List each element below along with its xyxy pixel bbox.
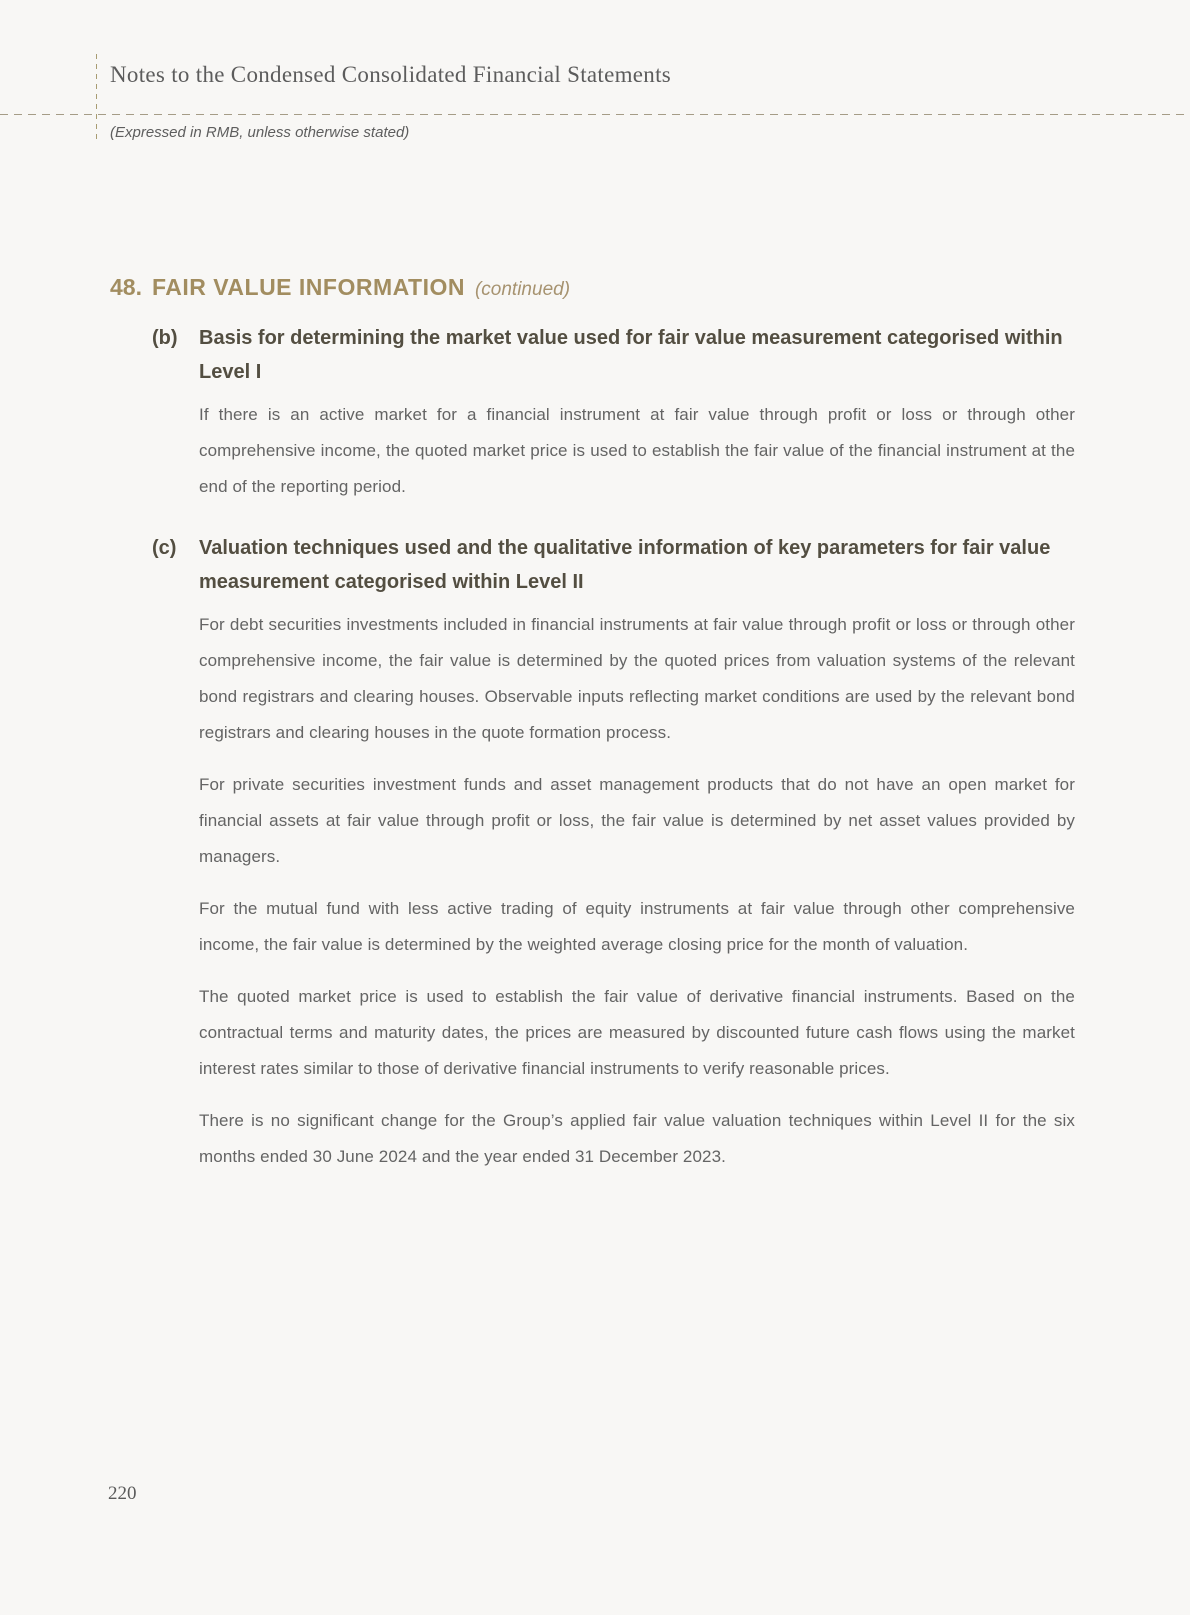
- subsection-b: [152, 321, 1075, 505]
- note-content: [110, 272, 1075, 1175]
- horizontal-dashed-rule: [0, 114, 1190, 115]
- subsection-c-label: (c): [152, 537, 177, 559]
- document-subtitle: (Expressed in RMB, unless otherwise stated): [110, 124, 410, 141]
- page-number: 220: [108, 1483, 137, 1504]
- section-number: 48.: [110, 274, 142, 300]
- paragraph: The quoted market price is used to establish the fair value of derivative financial instruments. Based on the contractual terms and maturity dates, the prices are measured by discounted future cash flows using the market interest rates similar to those of derivative financial instruments to verify reasonable prices.: [199, 987, 1075, 1078]
- paragraph: For debt securities investments included in financial instruments at fair value through profit or loss or through other comprehensive income, the fair value is determined by the quoted prices from valuation systems of the relevant bond registrars and clearing houses. Observable inputs reflecting market conditions are used by the relevant bond registrars and clearing houses in the quote formation process.: [199, 615, 1075, 742]
- subsection-c: [152, 531, 1075, 1175]
- document-title: Notes to the Condensed Consolidated Financial Statements: [110, 62, 672, 87]
- subsection-b-heading: Basis for determining the market value used for fair value measurement categorised within Level I: [199, 327, 1063, 383]
- section-title: FAIR VALUE INFORMATION: [152, 274, 465, 300]
- paragraph: If there is an active market for a financial instrument at fair value through profit or loss or through other comprehensive income, the quoted market price is used to establish the fair value of the financial instrument at the end of the reporting period.: [199, 405, 1075, 496]
- paragraph: For private securities investment funds and asset management products that do not have an open market for financial assets at fair value through profit or loss, the fair value is determined by net asset values provided by managers.: [199, 775, 1075, 866]
- subsection-b-body: [199, 397, 1075, 505]
- subsection-c-heading: Valuation techniques used and the qualitative information of key parameters for fair value measurement categorised within Level II: [199, 537, 1051, 593]
- section-continued-label: (continued): [474, 279, 571, 300]
- subsection-c-body: [199, 607, 1075, 1175]
- paragraph: For the mutual fund with less active trading of equity instruments at fair value through other comprehensive income, the fair value is determined by the weighted average closing price for the month of valuation.: [199, 899, 1075, 954]
- section-heading: [110, 272, 1075, 305]
- paragraph: There is no significant change for the Group’s applied fair value valuation techniques within Level II for the six months ended 30 June 2024 and the year ended 31 December 2023.: [199, 1111, 1075, 1166]
- vertical-dashed-rule: [96, 54, 97, 139]
- subsection-b-label: (b): [152, 327, 178, 349]
